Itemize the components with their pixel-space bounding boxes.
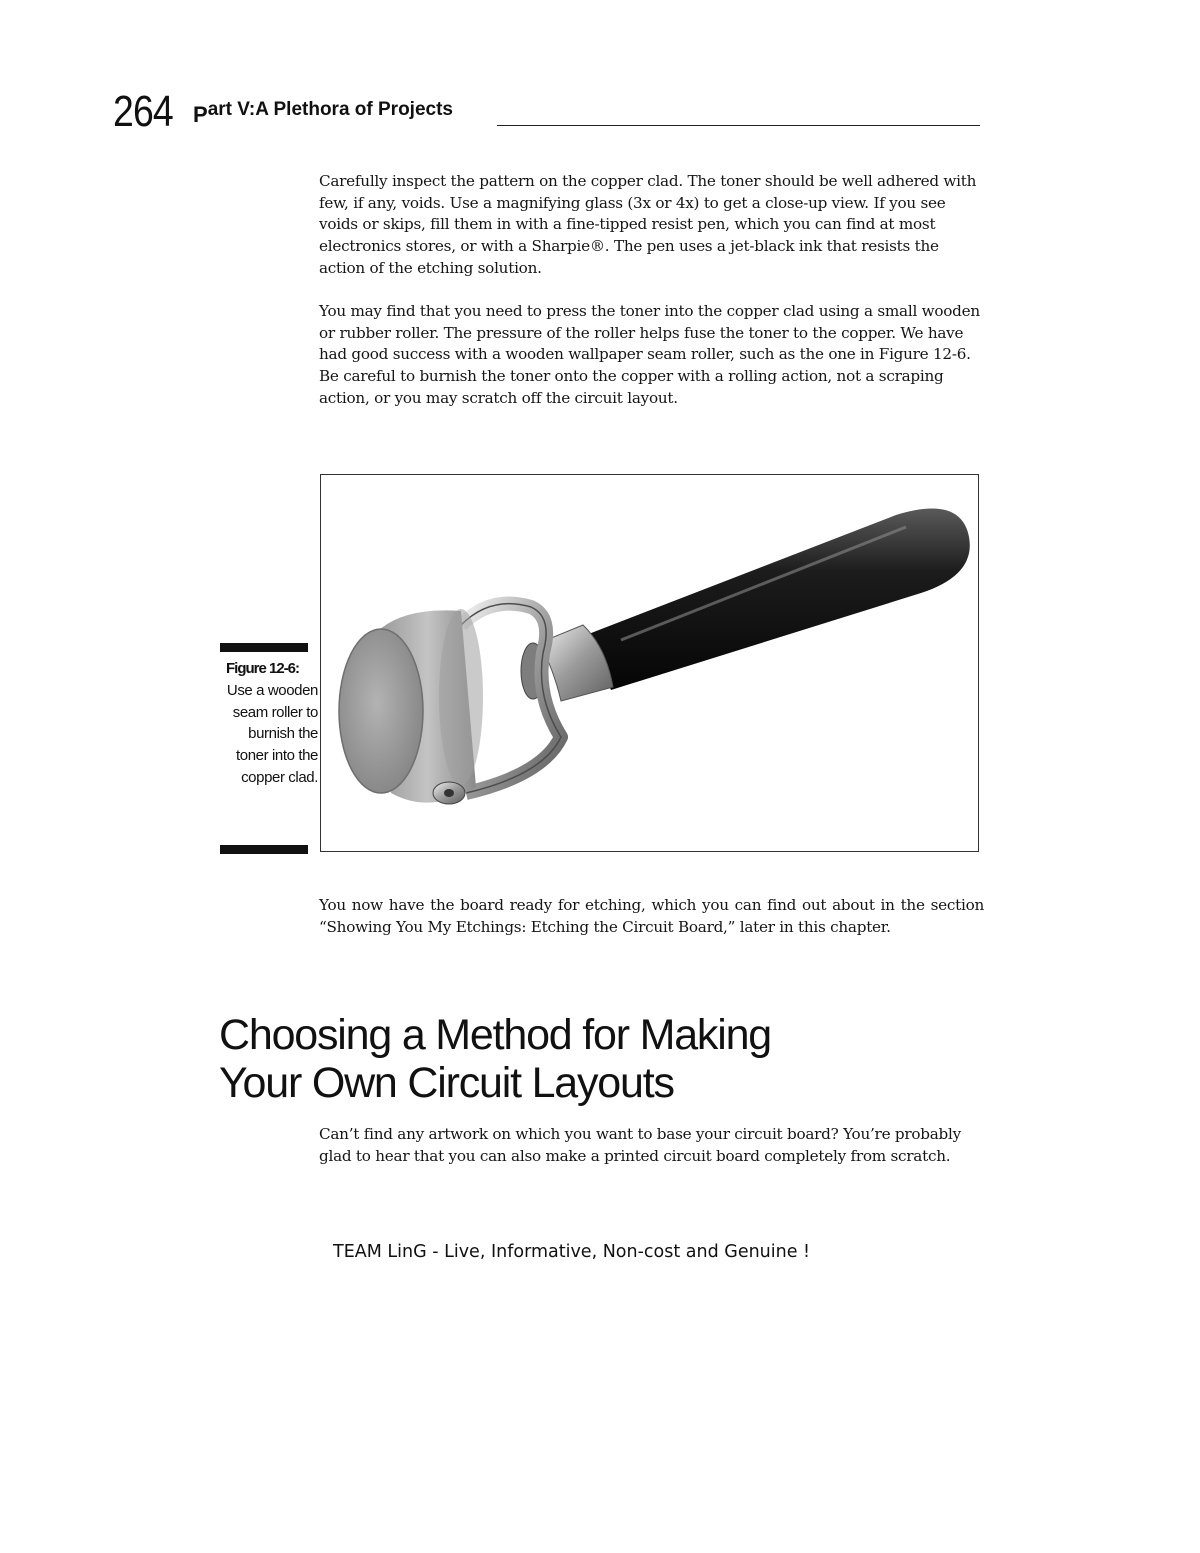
running-head xyxy=(193,96,453,127)
header-rule xyxy=(497,125,980,126)
figure-caption xyxy=(220,658,318,789)
running-head-title: art V:A Plethora of Projects xyxy=(207,99,453,120)
body-paragraph-inspect: Carefully inspect the pattern on the copper clad. The toner should be well adhered with few, if any, voids. Use a magnifying glass (3x or 4x) to get a close-up view. If you see voids or skips, fill them in with a fine-tipped resist pen, which you can find at most electronics stores, or with a Sharpie®. The pen uses a jet-black ink that resists the action of the etching solution. xyxy=(319,172,977,277)
body-paragraph-scratch: Can’t find any artwork on which you want to base your circuit board? You’re probably glad to hear that you can also make a printed circuit board completely from scratch. xyxy=(319,1125,961,1165)
body-paragraph-roller: You may find that you need to press the toner into the copper clad using a small wooden or rubber roller. The pressure of the roller helps fuse the toner to the copper. We have had good success with a wooden wallpaper seam roller, such as the one in Figure 12-6. Be careful to burnish the toner onto the copper with a rolling action, not a scraping action, or you may scratch off the circuit layout. xyxy=(319,302,980,407)
figure-caption-text: Use a wooden seam roller to burnish the toner into the copper clad. xyxy=(226,681,318,786)
figure-12-6-image xyxy=(320,474,979,852)
seam-roller-illustration xyxy=(321,475,978,851)
roller-handle xyxy=(586,509,970,690)
footer-credit: TEAM LinG - Live, Informative, Non-cost and Genuine ! xyxy=(333,1242,811,1262)
caption-rule-bottom xyxy=(220,845,308,854)
body-paragraph-etching: You now have the board ready for etching, which you can find out about in the section “Showing You My Etchings: Etching the Circuit Board,” later in this chapter. xyxy=(319,896,984,936)
wooden-roller xyxy=(339,609,483,803)
figure-label: Figure 12-6: xyxy=(226,660,300,677)
roller-axle xyxy=(433,782,465,804)
page-number: 264 xyxy=(113,87,173,136)
section-heading: Choosing a Method for Making Your Own Circuit Layouts xyxy=(219,1011,772,1107)
caption-rule-top xyxy=(220,643,308,652)
running-head-initial: P xyxy=(193,102,208,127)
